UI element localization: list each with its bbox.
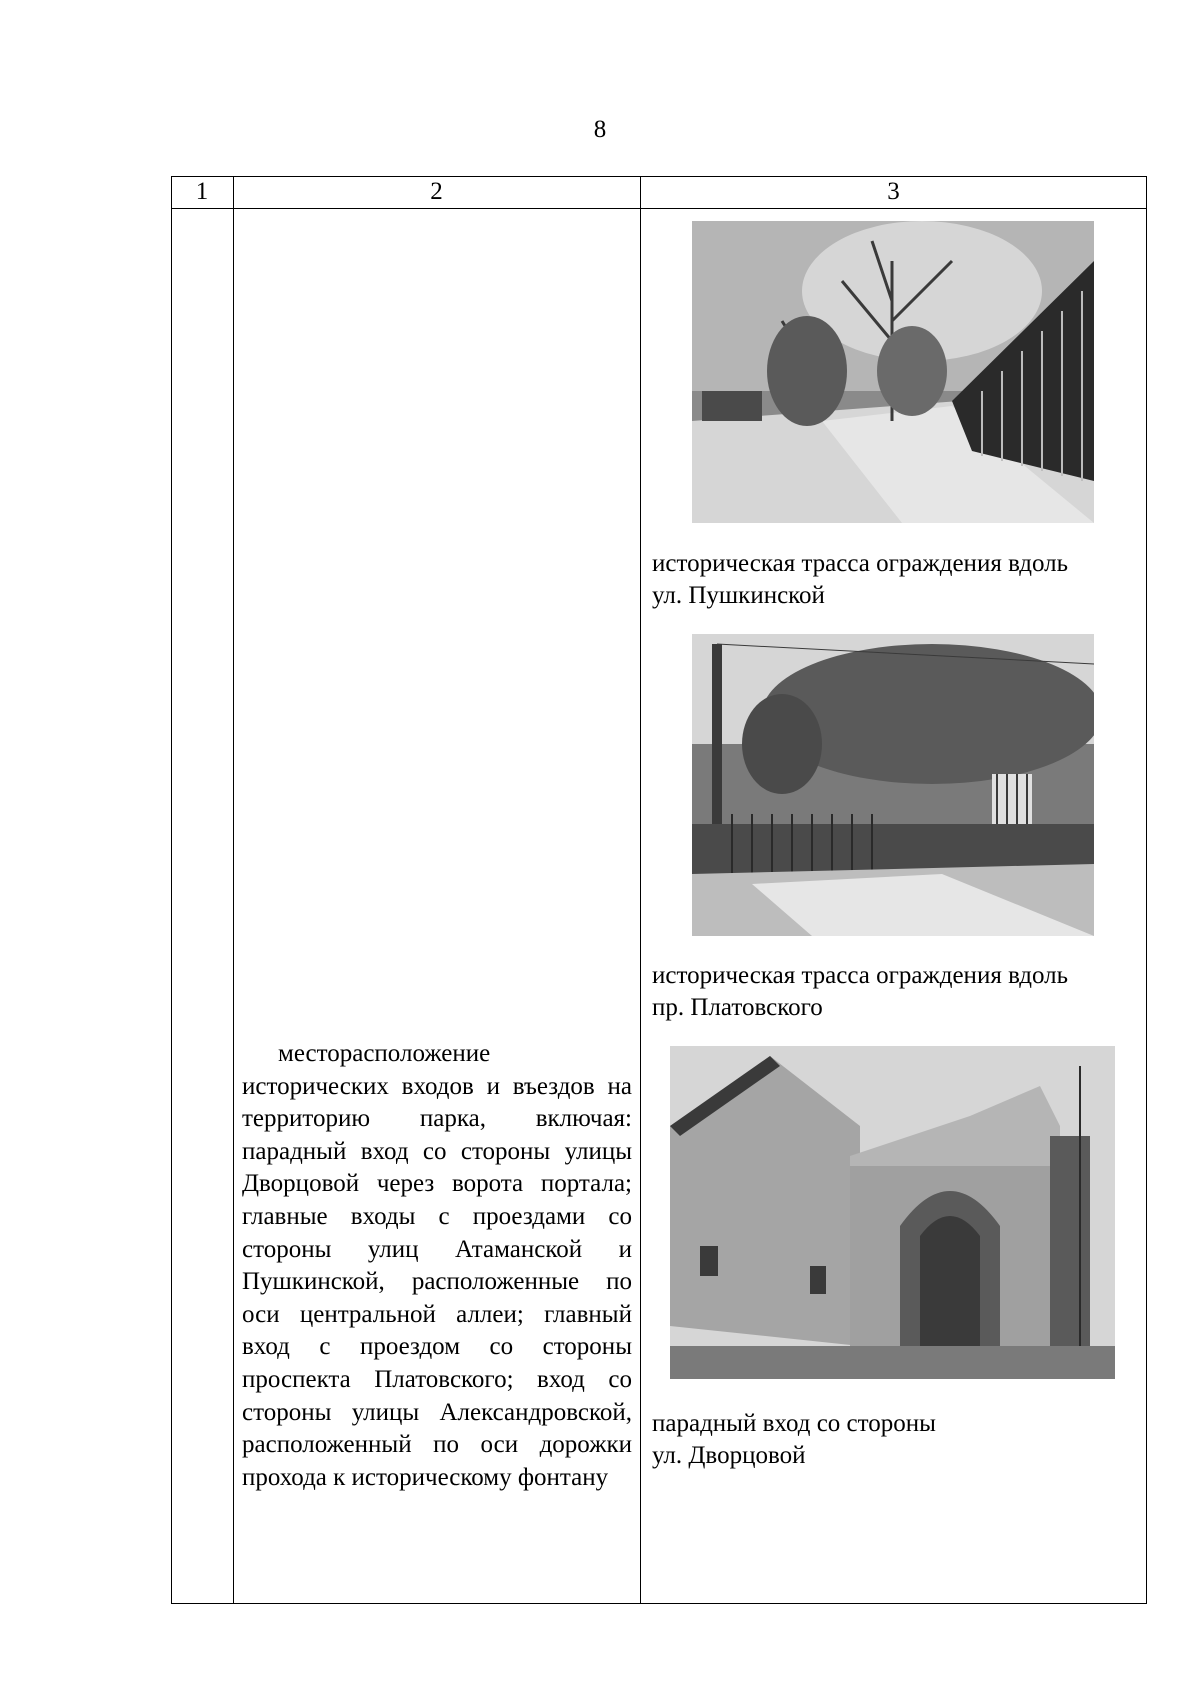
column-header-3: 3 <box>887 178 900 205</box>
page-number: 8 <box>593 116 607 143</box>
photo-pushkinskaya-fence <box>692 221 1094 523</box>
column-divider-2 <box>640 176 641 1604</box>
photo-caption-3 <box>652 1408 1132 1472</box>
column-header-1: 1 <box>195 178 209 205</box>
photo-caption-2-line1: историческая трасса ограждения вдоль <box>652 962 1069 989</box>
arched-portal-image <box>670 1046 1115 1379</box>
photo-platovsky-fence <box>692 634 1094 936</box>
header-row-divider <box>171 208 1147 209</box>
street-fence-image <box>692 221 1094 523</box>
photo-caption-2 <box>652 960 1132 1024</box>
photo-caption-3-line2: ул. Дворцовой <box>652 1442 806 1469</box>
photo-caption-1 <box>652 548 1132 612</box>
photo-caption-3-line1: парадный вход со стороны <box>652 1410 936 1437</box>
photo-caption-2-line2: пр. Платовского <box>652 994 823 1021</box>
entrances-description: месторасположение исторических входов и въездов на территорию парка, включая: парадный вход со стороны улицы Дворцовой через ворота портала; главные входы с проездами со стороны улиц Атаманской и Пушкинской, расположенные по оси центральной аллеи; главный вход с проездом со стороны проспекта Платовского; вход со стороны улицы Александровской, расположенный по оси дорожки прохода к историческому фонтану <box>242 1040 632 1491</box>
column-divider-1 <box>233 176 234 1604</box>
column-header-2: 2 <box>430 178 443 205</box>
photo-dvortsovaya-portal <box>670 1046 1115 1379</box>
building-fence-image <box>692 634 1094 936</box>
photo-caption-1-line2: ул. Пушкинской <box>652 582 825 609</box>
photo-caption-1-line1: историческая трасса ограждения вдоль <box>652 550 1069 577</box>
